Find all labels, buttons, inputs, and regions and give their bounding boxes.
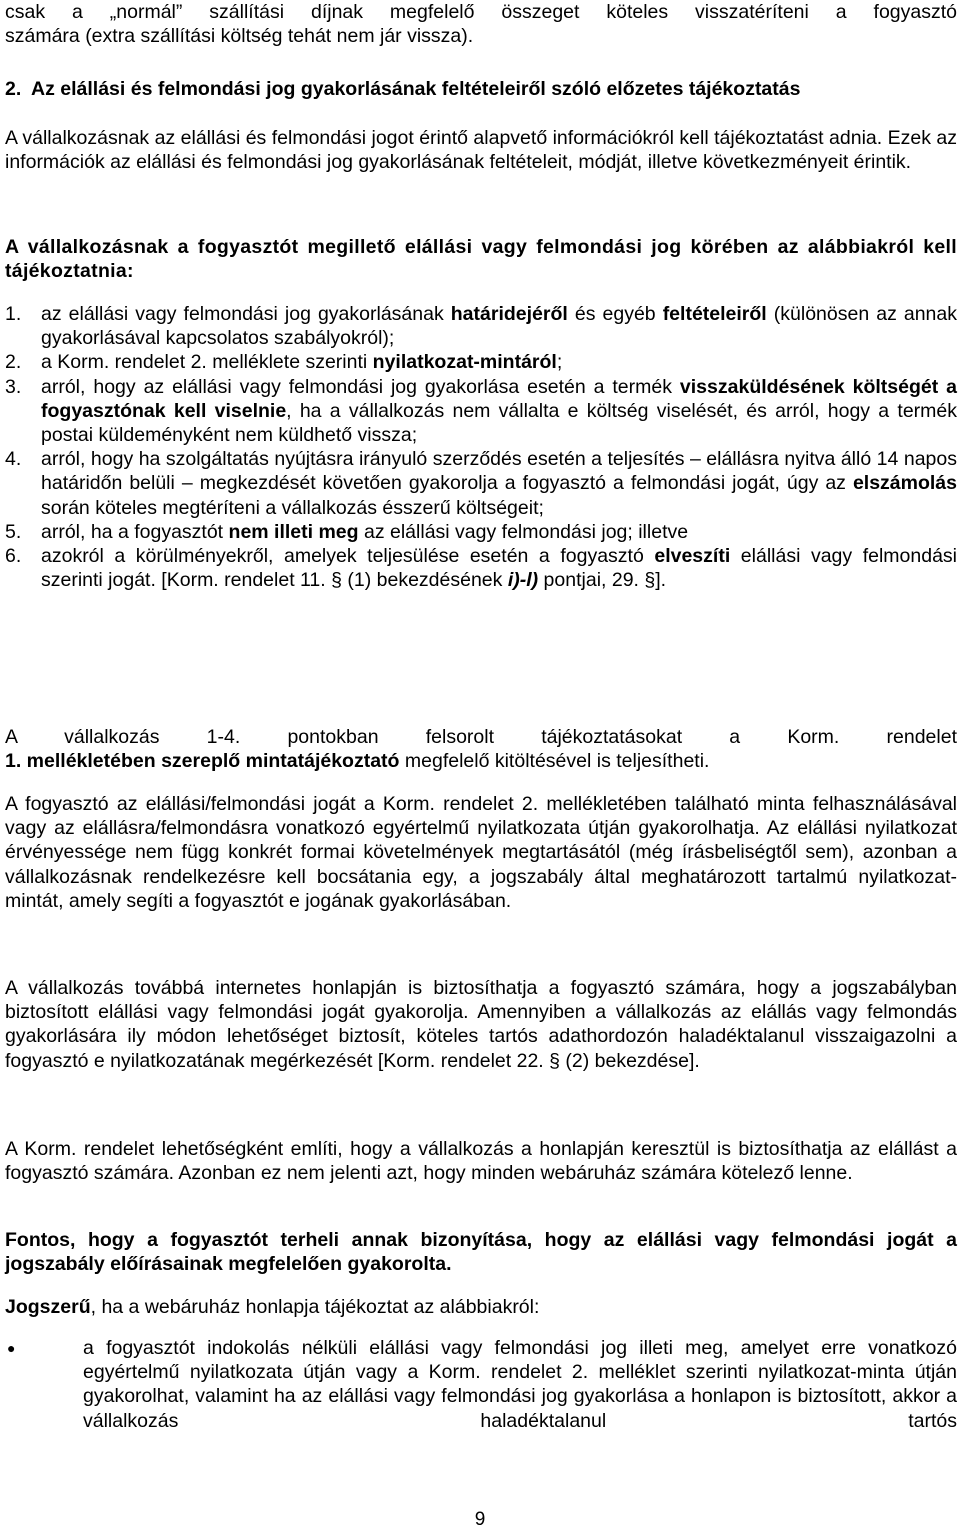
section-title: Az elállási és felmondási jog gyakorlásának feltételeiről szóló előzetes tájékoztatás	[31, 78, 801, 100]
list-item-number: 3.	[5, 375, 22, 398]
intro-line-2: számára (extra szállítási költség tehát nem jár vissza).	[5, 25, 474, 48]
list-item-text: azokról a körülményekről, amelyek teljesülése esetén a fogyasztó elveszíti elállási vagy felmondási szerinti jogát. [Korm. rendelet 11. § (1) bekezdésének i)-l) pontjai, 29. §].	[41, 545, 958, 592]
list-item-number: 5.	[5, 520, 22, 543]
paragraph-6: A Korm. rendelet lehetőségként említi, hogy a vállalkozás a honlapján keresztül is biztosíthatja az elállást a fogyasztó számára. Azonban ez nem jelenti azt, hogy minden webáruház számára kötelező lenne.	[5, 1138, 957, 1185]
list-item-number: 6.	[5, 545, 22, 568]
intro-paragraph	[5, 0, 957, 48]
paragraph-3	[5, 725, 957, 773]
bullet-icon: ●	[7, 1340, 16, 1356]
section-heading	[5, 77, 957, 101]
list-item-number: 1.	[5, 303, 22, 325]
list-item-text: arról, hogy az elállási vagy felmondási jog gyakorlása esetén a termék visszaküldésének költségét a fogyasztónak kell viselnie, ha a vállalkozás nem vállalta e költség viselését, és arról, hogy a termék postai küldeményként nem küldhető vissza;	[41, 375, 957, 447]
page-number: 9	[474, 1509, 486, 1530]
list-item	[5, 447, 957, 520]
section-number: 2.	[5, 78, 22, 100]
paragraph-7-bold: Fontos, hogy a fogyasztót terheli annak bizonyítása, hogy az elállási vagy felmondási jogát a jogszabály előírásainak megfelelően gyakorolta.	[5, 1229, 957, 1276]
paragraph-2-bold: A vállalkozásnak a fogyasztót megillető elállási vagy felmondási jog körében az alábbiakról kell tájékoztatnia:	[5, 236, 957, 283]
numbered-list	[5, 302, 957, 592]
paragraph-4: A fogyasztó az elállási/felmondási jogát a Korm. rendelet 2. mellékletében található minta felhasználásával vagy az elállásra/felmondásra vonatkozó egyértelmű nyilatkozata útján gyakorolhatja. Az elállási nyilatkozat érvényessége nem függ konkrét formai követelmények megtartásától (még írásbeliségtől sem), azonban a vállalkozásnak rendelkezésre kell bocsátania egy, a jogszabály által meghatározott tartalmú nyilatkozat-mintát, amely segíti a fogyasztót e jogának gyakorlásában.	[5, 793, 957, 912]
list-item-text: a Korm. rendelet 2. melléklete szerinti nyilatkozat-mintáról;	[41, 351, 563, 374]
list-item	[5, 302, 957, 350]
paragraph-5: A vállalkozás továbbá internetes honlapján is biztosíthatja a fogyasztó számára, hogy a jogszabályban biztosított elállási vagy felmondási jogát gyakorolja. Amennyiben a vállalkozás az elállás vagy felmondás gyakorlására ily módon lehetőséget biztosít, köteles tartós adathordozón haladéktalanul visszaigazolni a fogyasztó e nyilatkozatának megérkezését [Korm. rendelet 22. § (2) bekezdése].	[5, 977, 957, 1072]
list-item	[5, 544, 957, 592]
paragraph-3-bold: 1. mellékletében szereplő mintatájékoztató	[5, 750, 400, 773]
list-item-text: arról, ha a fogyasztót nem illeti meg az elállási vagy felmondási jog; illetve	[41, 520, 689, 543]
list-item-text: az elállási vagy felmondási jog gyakorlásának határidejéről és egyéb feltételeiről (különösen az annak gyakorlásával kapcsolatos szabályokról);	[41, 303, 957, 350]
list-item	[5, 350, 957, 374]
list-item-text: arról, hogy ha szolgáltatás nyújtásra irányuló szerződés esetén a teljesítés – elállásra nyitva álló 14 napos határidőn belüli – megkezdését követően gyakorolja a fogyasztó a felmondási jogát, úgy az elszámolás során köteles megtéríteni a vállalkozás ésszerű költségeit;	[41, 448, 957, 519]
list-item	[5, 520, 957, 544]
list-item	[5, 375, 957, 448]
paragraph-8-bold: Jogszerű	[5, 1296, 91, 1318]
bullet-text: a fogyasztót indokolás nélküli elállási vagy felmondási jog illeti meg, amelyet erre vonatkozó egyértelmű nyilatkozata útján vagy a Korm. rendelet 2. melléklet szerinti nyilatkozat-minta útján gyakorolhat, valamint ha az elállási vagy felmondási jog gyakorlása a honlapon is biztosított, akkor a vállalkozás haladéktalanul tartós	[83, 1337, 957, 1432]
paragraph-8: Jogszerű, ha a webáruház honlapja tájékoztat az alábbiakról:	[5, 1296, 540, 1318]
intro-line-1: csak a „normál” szállítási díjnak megfelelő összeget köteles visszatéríteni a fogyasztó	[5, 1, 957, 23]
paragraph-3-line-2: 1. mellékletében szereplő mintatájékoztató megfelelő kitöltésével is teljesítheti.	[5, 750, 710, 773]
bullet-item	[5, 1336, 957, 1433]
paragraph-1: A vállalkozásnak az elállási és felmondási jogot érintő alapvető információkról kell tájékoztatást adnia. Ezek az információk az elállási és felmondási jog gyakorlásának feltételeit, módját, illetve következményeit érintik.	[5, 127, 957, 174]
list-item-number: 2.	[5, 351, 22, 374]
list-item-number: 4.	[5, 448, 22, 471]
paragraph-3-line-1: A vállalkozás 1-4. pontokban felsorolt tájékoztatásokat a Korm. rendelet	[5, 726, 957, 748]
